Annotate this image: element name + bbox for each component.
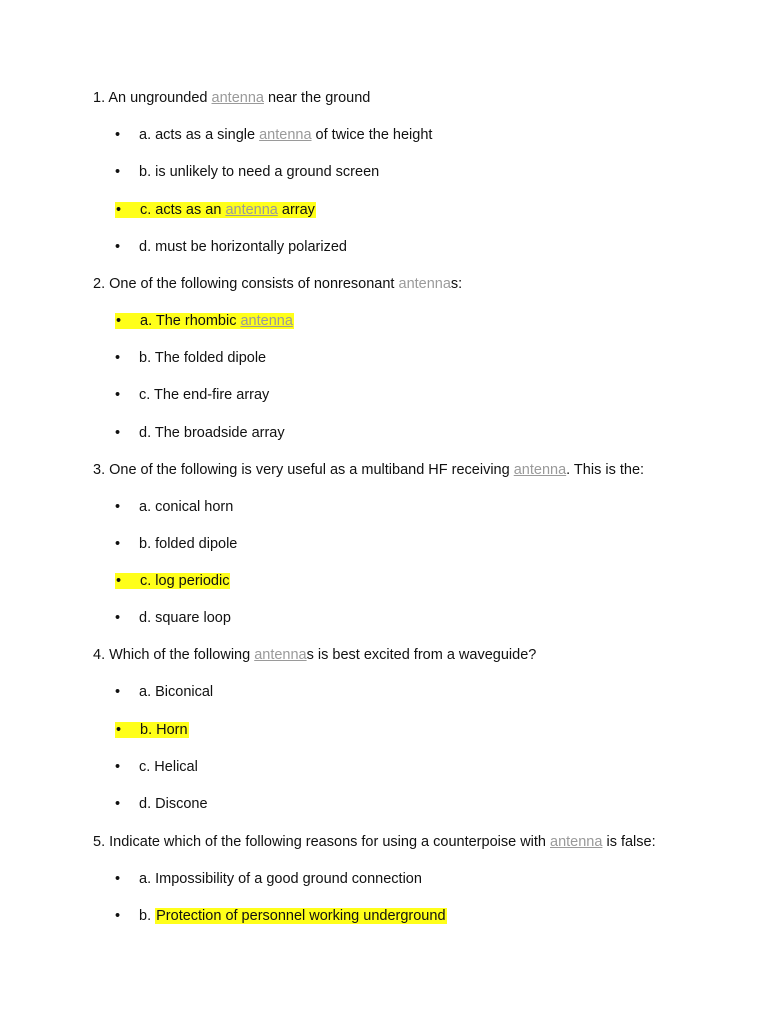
option-text: b. The folded dipole — [139, 350, 267, 366]
bullet-icon: • — [116, 722, 122, 738]
question-text: 3. One of the following is very useful as a multiband HF receiving — [93, 462, 514, 478]
question-1 — [93, 89, 370, 107]
bullet-icon: • — [115, 164, 121, 180]
bullet-icon: • — [115, 499, 121, 515]
bullet-icon: • — [115, 759, 121, 775]
option-text: a. acts as a single — [139, 127, 260, 143]
option-text-end: array — [277, 202, 315, 218]
question-text: 4. Which of the following — [93, 647, 255, 663]
highlighted-answer — [115, 313, 294, 329]
bullet-icon: • — [115, 908, 121, 924]
option-2d — [115, 424, 285, 442]
bullet-icon: • — [115, 127, 121, 143]
antenna-link[interactable]: antenna — [513, 462, 567, 478]
highlighted-answer — [115, 573, 230, 589]
question-2 — [93, 275, 462, 293]
option-text-end: of twice the height — [311, 127, 433, 143]
option-text: c. log periodic — [140, 573, 230, 589]
option-3d — [115, 609, 231, 627]
question-3 — [93, 461, 644, 479]
option-2a — [115, 312, 294, 330]
antenna-link[interactable]: antenna — [398, 276, 451, 292]
option-4d — [115, 795, 208, 813]
option-text: c. The end-fire array — [139, 387, 270, 403]
option-4a — [115, 683, 213, 701]
option-1b — [115, 163, 379, 181]
question-text: 5. Indicate which of the following reasons for using a counterpoise with — [93, 834, 551, 850]
bullet-icon: • — [115, 239, 121, 255]
bullet-icon: • — [115, 425, 121, 441]
option-4b — [115, 721, 189, 739]
antenna-link[interactable]: antenna — [225, 202, 278, 218]
highlighted-answer: Protection of personnel working underground — [156, 908, 446, 924]
option-text: a. conical horn — [139, 499, 234, 515]
option-1a — [115, 126, 432, 144]
highlighted-answer — [115, 722, 189, 738]
bullet-icon: • — [116, 202, 122, 218]
option-3a — [115, 498, 233, 516]
option-4c — [115, 758, 198, 776]
antenna-link[interactable]: antenna — [211, 90, 264, 106]
bullet-icon: • — [115, 796, 121, 812]
highlighted-answer — [115, 202, 316, 218]
option-2c — [115, 386, 269, 404]
bullet-icon: • — [115, 387, 121, 403]
antenna-link[interactable]: antenna — [550, 834, 603, 850]
option-text: d. Discone — [139, 796, 208, 812]
option-text: d. square loop — [139, 610, 231, 626]
option-text: b. is unlikely to need a ground screen — [139, 164, 380, 180]
question-text: 1. An ungrounded — [93, 90, 212, 106]
bullet-icon: • — [115, 536, 121, 552]
option-5a — [115, 870, 422, 888]
option-text: b. Horn — [140, 722, 188, 738]
bullet-icon: • — [115, 871, 121, 887]
question-4 — [93, 646, 536, 664]
option-text: a. The rhombic — [140, 313, 241, 329]
option-text: b. folded dipole — [139, 536, 238, 552]
option-text: c. acts as an — [140, 202, 226, 218]
antenna-link[interactable]: antenna — [240, 313, 293, 329]
option-text: a. Biconical — [139, 684, 214, 700]
option-3b — [115, 535, 237, 553]
option-text: b. — [139, 908, 156, 924]
option-1d — [115, 238, 347, 256]
bullet-icon: • — [116, 573, 122, 589]
option-text: a. Impossibility of a good ground connection — [139, 871, 422, 887]
option-text: d. must be horizontally polarized — [139, 239, 347, 255]
question-text-end: s is best excited from a waveguide? — [306, 647, 537, 663]
bullet-icon: • — [115, 684, 121, 700]
option-text: c. Helical — [139, 759, 198, 775]
question-text-end: near the ground — [263, 90, 371, 106]
option-2b — [115, 349, 266, 367]
bullet-icon: • — [116, 313, 122, 329]
antenna-link[interactable]: antenna — [254, 647, 307, 663]
option-5b — [115, 907, 447, 925]
question-text-end: . This is the: — [566, 462, 645, 478]
antenna-link[interactable]: antenna — [259, 127, 312, 143]
question-5 — [93, 833, 656, 851]
option-text: d. The broadside array — [139, 425, 285, 441]
option-1c — [115, 201, 316, 219]
question-text: 2. One of the following consists of nonresonant — [93, 276, 399, 292]
option-3c — [115, 572, 230, 590]
question-text-end: is false: — [602, 834, 656, 850]
question-text-end: s: — [450, 276, 463, 292]
bullet-icon: • — [115, 350, 121, 366]
bullet-icon: • — [115, 610, 121, 626]
